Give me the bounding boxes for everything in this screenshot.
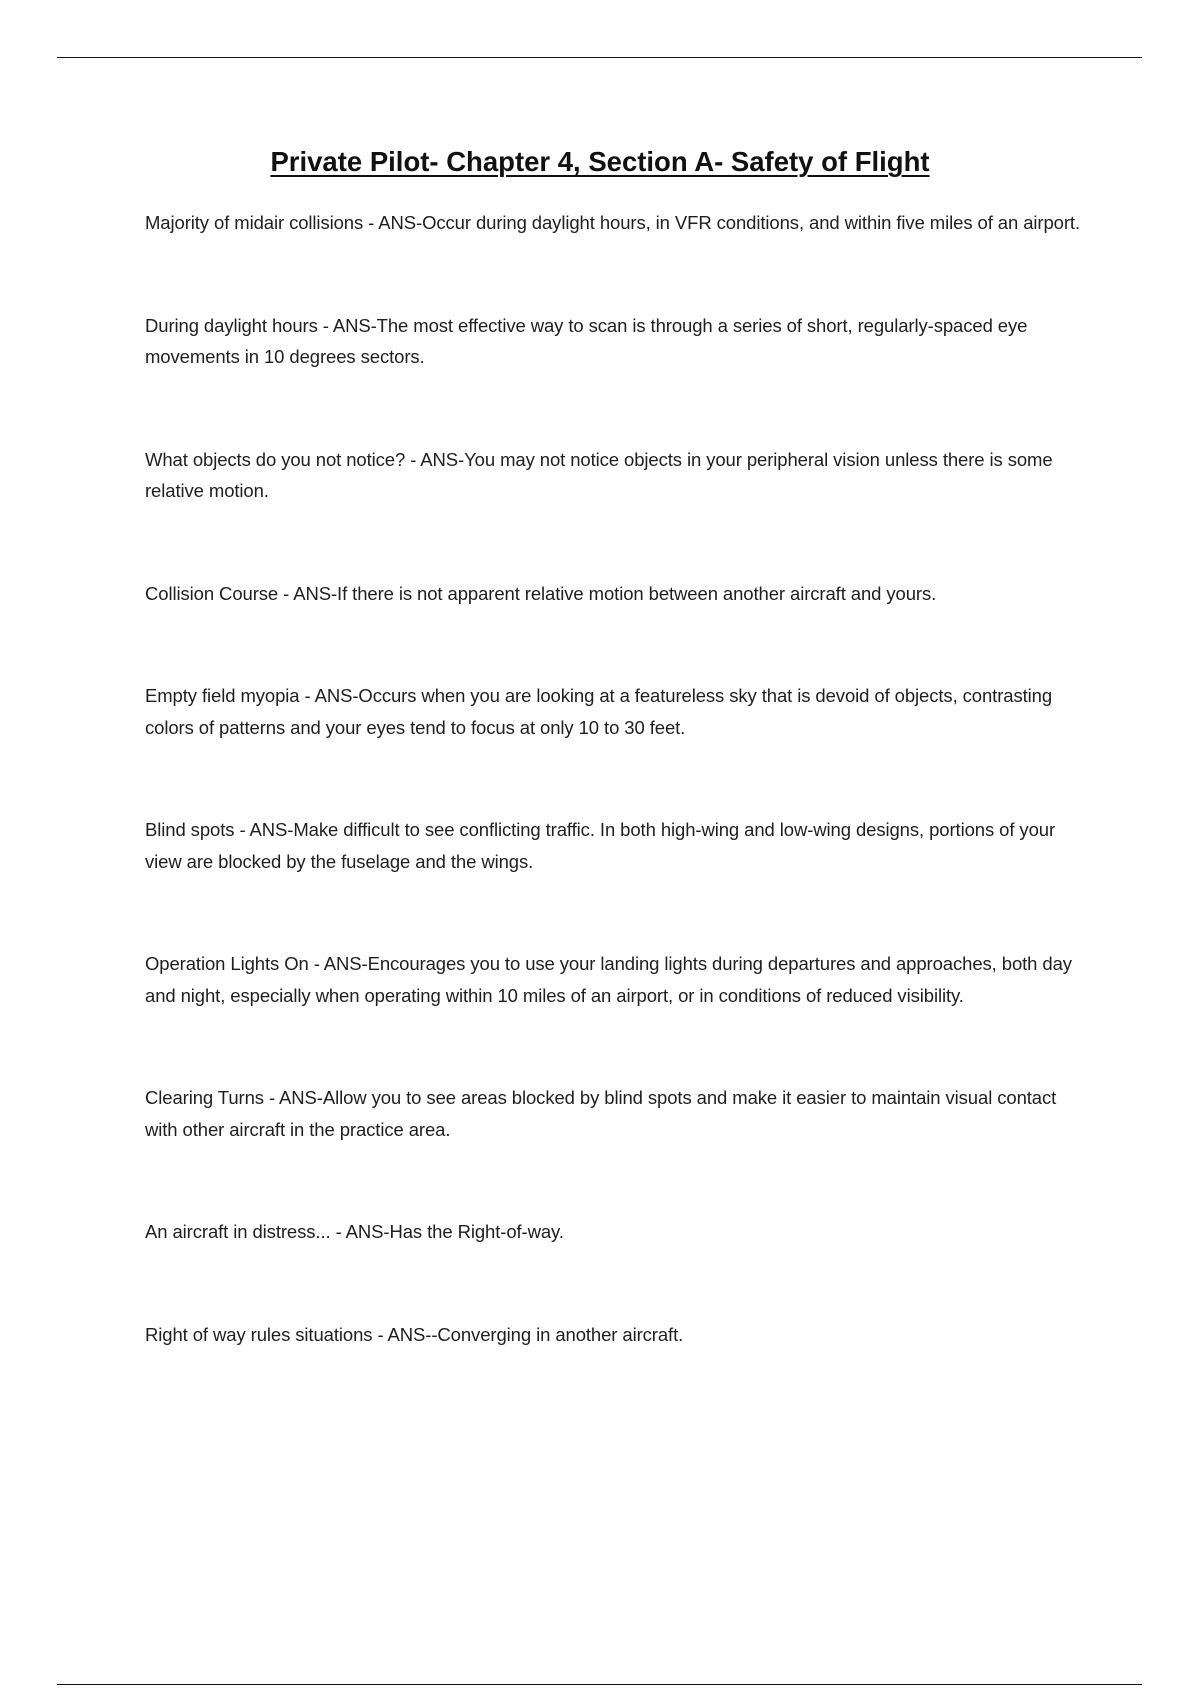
entry-answer: You may not notice objects in your peripheral vision unless there is some relative motion.	[145, 448, 1053, 501]
list-item	[145, 1319, 1090, 1351]
entry-separator: - ANS-	[234, 819, 294, 840]
entry-separator: - ANS-	[278, 582, 338, 604]
entry-separator: - ANS-	[330, 1221, 390, 1242]
list-item	[145, 444, 1090, 507]
entry-answer: Allow you to see areas blocked by blind spots and make it easier to maintain visual contact with other aircraft in the practice area.	[145, 1087, 1057, 1140]
entry-term: Blind spots	[145, 819, 235, 840]
list-item	[145, 207, 1090, 239]
entry-term: Empty field myopia	[145, 685, 300, 706]
entry-term: What objects do you not notice?	[145, 448, 406, 470]
entry-separator: - ANS-	[263, 1087, 323, 1108]
entry-term: Collision Course	[145, 582, 279, 604]
list-item	[145, 1216, 1090, 1248]
entry-answer: Encourages you to use your landing lights during departures and approaches, both day and night, especially when operating within 10 miles of an airport, or in conditions of reduced visibility.	[145, 953, 1072, 1006]
entry-separator: - ANS-	[372, 1323, 432, 1345]
list-item	[145, 814, 1090, 877]
entry-answer: Occur during daylight hours, in VFR conditions, and within five miles of an airport.	[422, 212, 1080, 233]
entry-term: Clearing Turns	[145, 1087, 264, 1108]
list-item	[145, 578, 1090, 610]
entry-separator: - ANS-	[405, 448, 465, 470]
entry-answer: Make difficult to see conflicting traffic. In both high-wing and low-wing designs, portions of your view are blocked by the fuselage and the wings.	[145, 819, 1056, 872]
entry-term: Operation Lights On	[145, 953, 309, 974]
entry-answer: Has the Right-of-way.	[389, 1221, 564, 1242]
list-item	[145, 310, 1090, 373]
entry-separator: - ANS-	[308, 953, 368, 974]
entry-term: Majority of midair collisions	[145, 212, 364, 233]
top-rule	[57, 57, 1142, 58]
entry-term: An aircraft in distress...	[145, 1221, 331, 1242]
entry-answer: If there is not apparent relative motion between another aircraft and yours.	[337, 582, 937, 604]
entry-separator: - ANS-	[317, 314, 377, 336]
entry-term: During daylight hours	[145, 314, 318, 336]
list-item	[145, 680, 1090, 743]
flashcard-list	[145, 207, 1090, 1421]
page-title: Private Pilot- Chapter 4, Section A- Safety of Flight	[270, 146, 930, 177]
entry-answer: The most effective way to scan is through a series of short, regularly-spaced eye movements in 10 degrees sectors.	[145, 314, 1028, 367]
list-item	[145, 1082, 1090, 1145]
entry-answer: Occurs when you are looking at a featureless sky that is devoid of objects, contrasting colors of patterns and your eyes tend to focus at only 10 to 30 feet.	[145, 685, 1053, 738]
list-item	[145, 948, 1090, 1011]
entry-separator: - ANS-	[363, 212, 423, 233]
entry-term: Right of way rules situations	[145, 1323, 373, 1345]
entry-separator: - ANS-	[299, 685, 359, 706]
bottom-rule	[57, 1684, 1142, 1685]
entry-answer: -Converging in another aircraft.	[431, 1323, 684, 1345]
